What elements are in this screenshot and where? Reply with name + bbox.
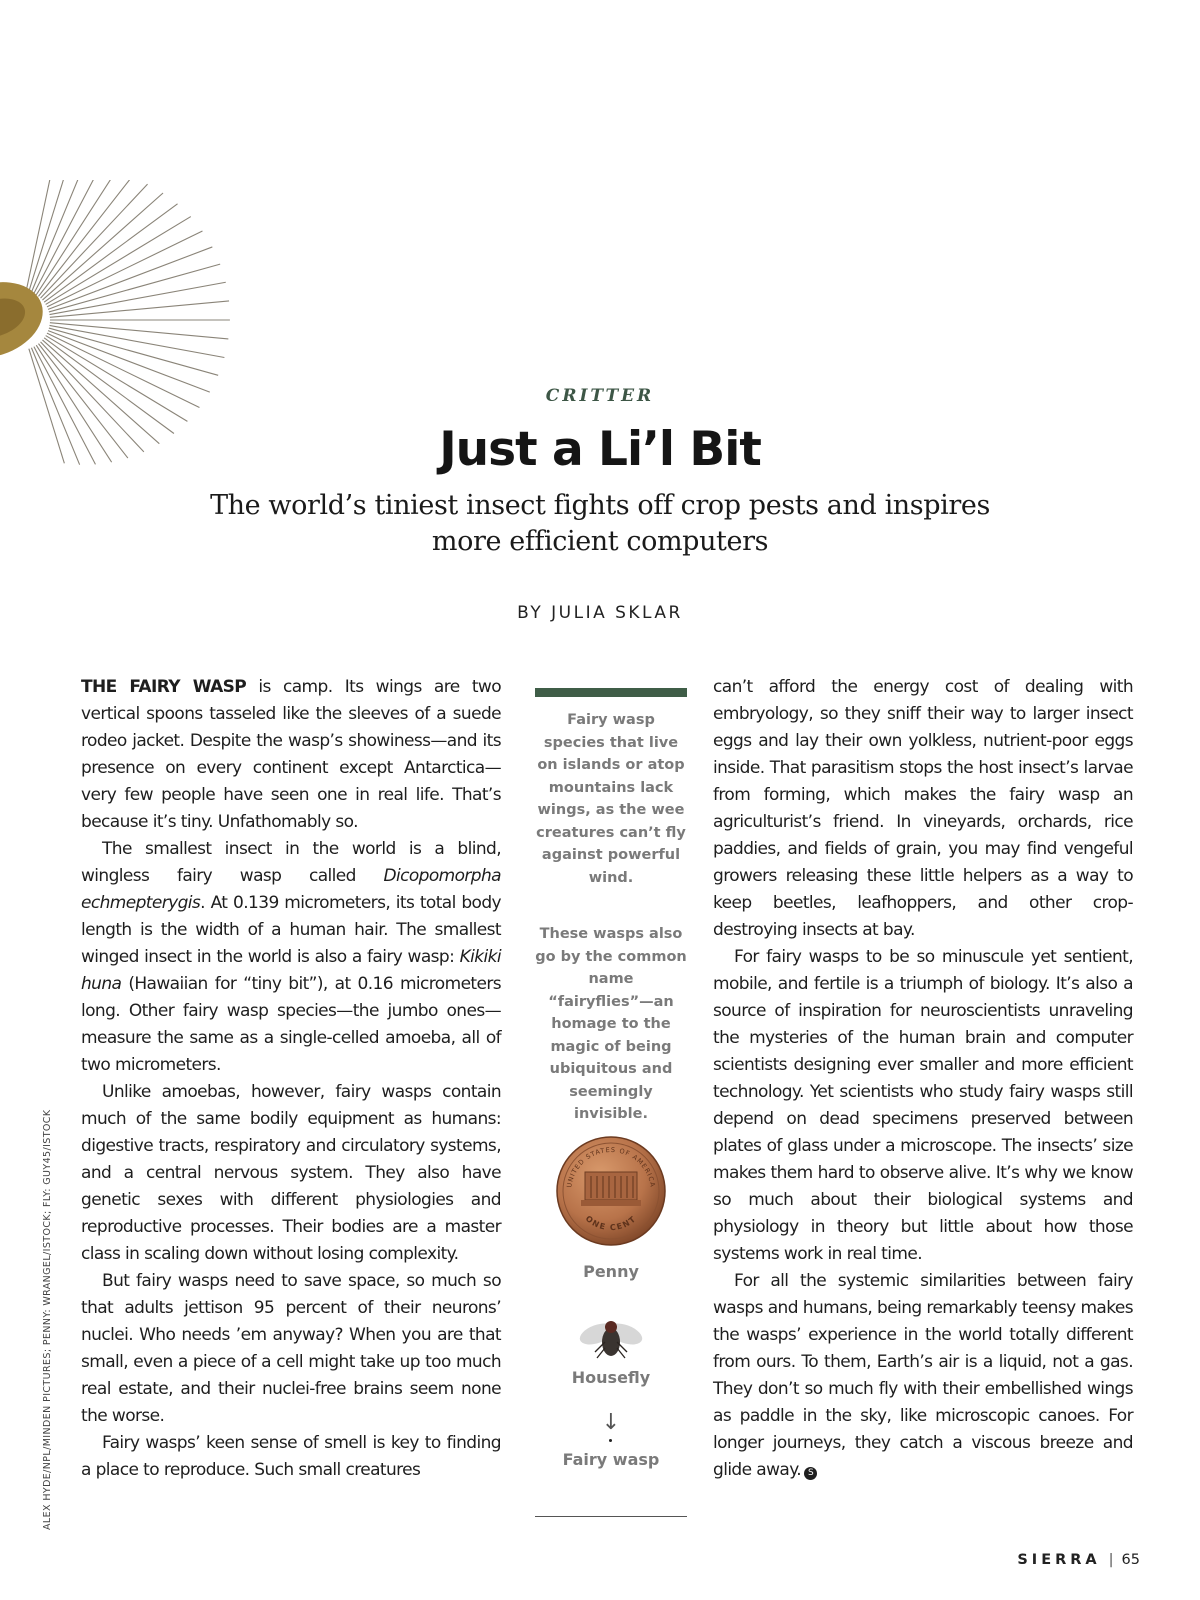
body-paragraph: The smallest insect in the world is a blind, wingless fairy wasp called Dicopomorpha echmepterygis. At 0.139 micrometers, its total body length is the width of a human hair. The smallest winged insect in the world is also a fairy wasp: Kikiki huna (Hawaiian for “tiny bit”), at 0.16 micrometers long. Other fairy wasp species—the jumbo ones—measure the same as a single-celled amoeba, all of two micrometers. (81, 839, 501, 1075)
wing-hair (34, 180, 98, 293)
body-paragraph: Unlike amoebas, however, fairy wasps contain much of the same bodily equipment as humans: digestive tracts, respiratory and circulatory systems, and a central nervous system. They also have genetic sexes with different physiologies and reproductive processes. Their bodies are a master class in scaling down without losing complexity. (81, 1082, 501, 1264)
photo-credit: ALEX HYDE/NPL/MINDEN PICTURES; PENNY: WRANGEL/ISTOCK; FLY: GUY45/ISTOCK (42, 1109, 53, 1530)
section-kicker: CRITTER (545, 386, 655, 406)
wing-hair (36, 180, 115, 295)
pull-quote: These wasps also go by the common name “fairyflies”—an homage to the magic of being ubiquitous and seemingly invisible. (535, 926, 687, 1122)
fairy-wasp-dot (609, 1439, 612, 1442)
magazine-name: SIERRA (1017, 1552, 1101, 1568)
body-column-left (81, 674, 501, 1484)
body-paragraph: can’t afford the energy cost of dealing with embryology, so they sniff their way to larger insect eggs and lay their own yolkless, nutrient-poor eggs inside. That parasitism stops the host insect’s larvae from forming, which makes the fairy wasp an agriculturist’s friend. In vineyards, orchards, rice paddies, and fields of grain, you may find vengeful growers releasing these little helpers as a way to keep beetles, leafhoppers, and other crop-destroying insects at bay. (713, 677, 1133, 940)
penny-bottom-text: ONE CENT (583, 1213, 639, 1233)
penny-label: Penny (583, 1262, 639, 1281)
folio-separator: | (1108, 1552, 1114, 1568)
body-paragraph: THE FAIRY WASP is camp. Its wings are two vertical spoons tasseled like the sleeves of a suede rodeo jacket. Despite the wasp’s showiness—and its presence on every continent except Antarctica—very few people have seen one in real life. That’s because it’s tiny. Unfathomably so. (81, 677, 502, 832)
penny-top-text: UNITED STATES OF AMERICA (565, 1145, 657, 1189)
wing-hair (46, 336, 188, 422)
species-name: Dicopomorpha echmepterygis (81, 866, 501, 913)
penny-image (535, 1136, 687, 1246)
article-title: Just a Li’l Bit (439, 422, 761, 477)
sidebar-bottom-rule (535, 1516, 687, 1517)
body-paragraph: For fairy wasps to be so minuscule yet sentient, mobile, and fertile is a triumph of biology. It’s also a source of inspiration for neuroscientists unraveling the mysteries of the human brain and computer scientists designing ever smaller and more efficient technology. Yet scientists who study fairy wasps still depend on dead specimens preserved between plates of glass under a microscope. The insects’ size makes them hard to observe alive. It’s why we know so much about their biological systems and physiology in theory but little about how those systems work in real time. (713, 947, 1133, 1264)
article-deck: The world’s tiniest insect fights off crop pests and inspires more efficient computers (210, 490, 990, 557)
pull-quote: Fairy wasp species that live on islands or atop mountains lack wings, as the wee creatures can’t fly against powerful wind. (536, 712, 686, 886)
wing-hair (42, 193, 163, 300)
fairy-wasp-label: Fairy wasp (562, 1450, 660, 1469)
sidebar (535, 688, 687, 1126)
sidebar-accent-bar (535, 688, 687, 697)
down-arrow-icon: ↓ (601, 1410, 621, 1435)
wing-hair (29, 180, 66, 291)
species-name: Kikiki huna (81, 947, 501, 994)
body-paragraph: For all the systemic similarities between fairy wasps and humans, being remarkably teensy makes the wasps’ experience in the world totally different from ours. To them, Earth’s air is a liquid, not a gas. They don’t so much fly with their embellished wings as paddle in the sky, like microscopic canoes. For longer journeys, they catch a viscous breeze and glide away. S (713, 1271, 1133, 1480)
lead-in: THE FAIRY WASP (81, 677, 247, 697)
folio (1017, 1552, 1140, 1568)
byline: BY JULIA SKLAR (517, 603, 683, 623)
body-column-right (713, 674, 1133, 1484)
body-paragraph: But fairy wasps need to save space, so much so that adults jettison 95 percent of their neurons’ nuclei. Who needs ’em anyway? When you are that small, even a piece of a cell might take up too much real estate, and their nuclei-free brains seem none the worse. (81, 1271, 501, 1426)
housefly-image (535, 1312, 687, 1364)
wing-hair (38, 180, 131, 296)
page-number: 65 (1121, 1552, 1140, 1568)
housefly-label: Housefly (571, 1368, 651, 1387)
body-paragraph: Fairy wasps’ keen sense of smell is key to finding a place to reproduce. Such small creatures (81, 1433, 501, 1480)
end-mark-icon: S (804, 1467, 817, 1480)
